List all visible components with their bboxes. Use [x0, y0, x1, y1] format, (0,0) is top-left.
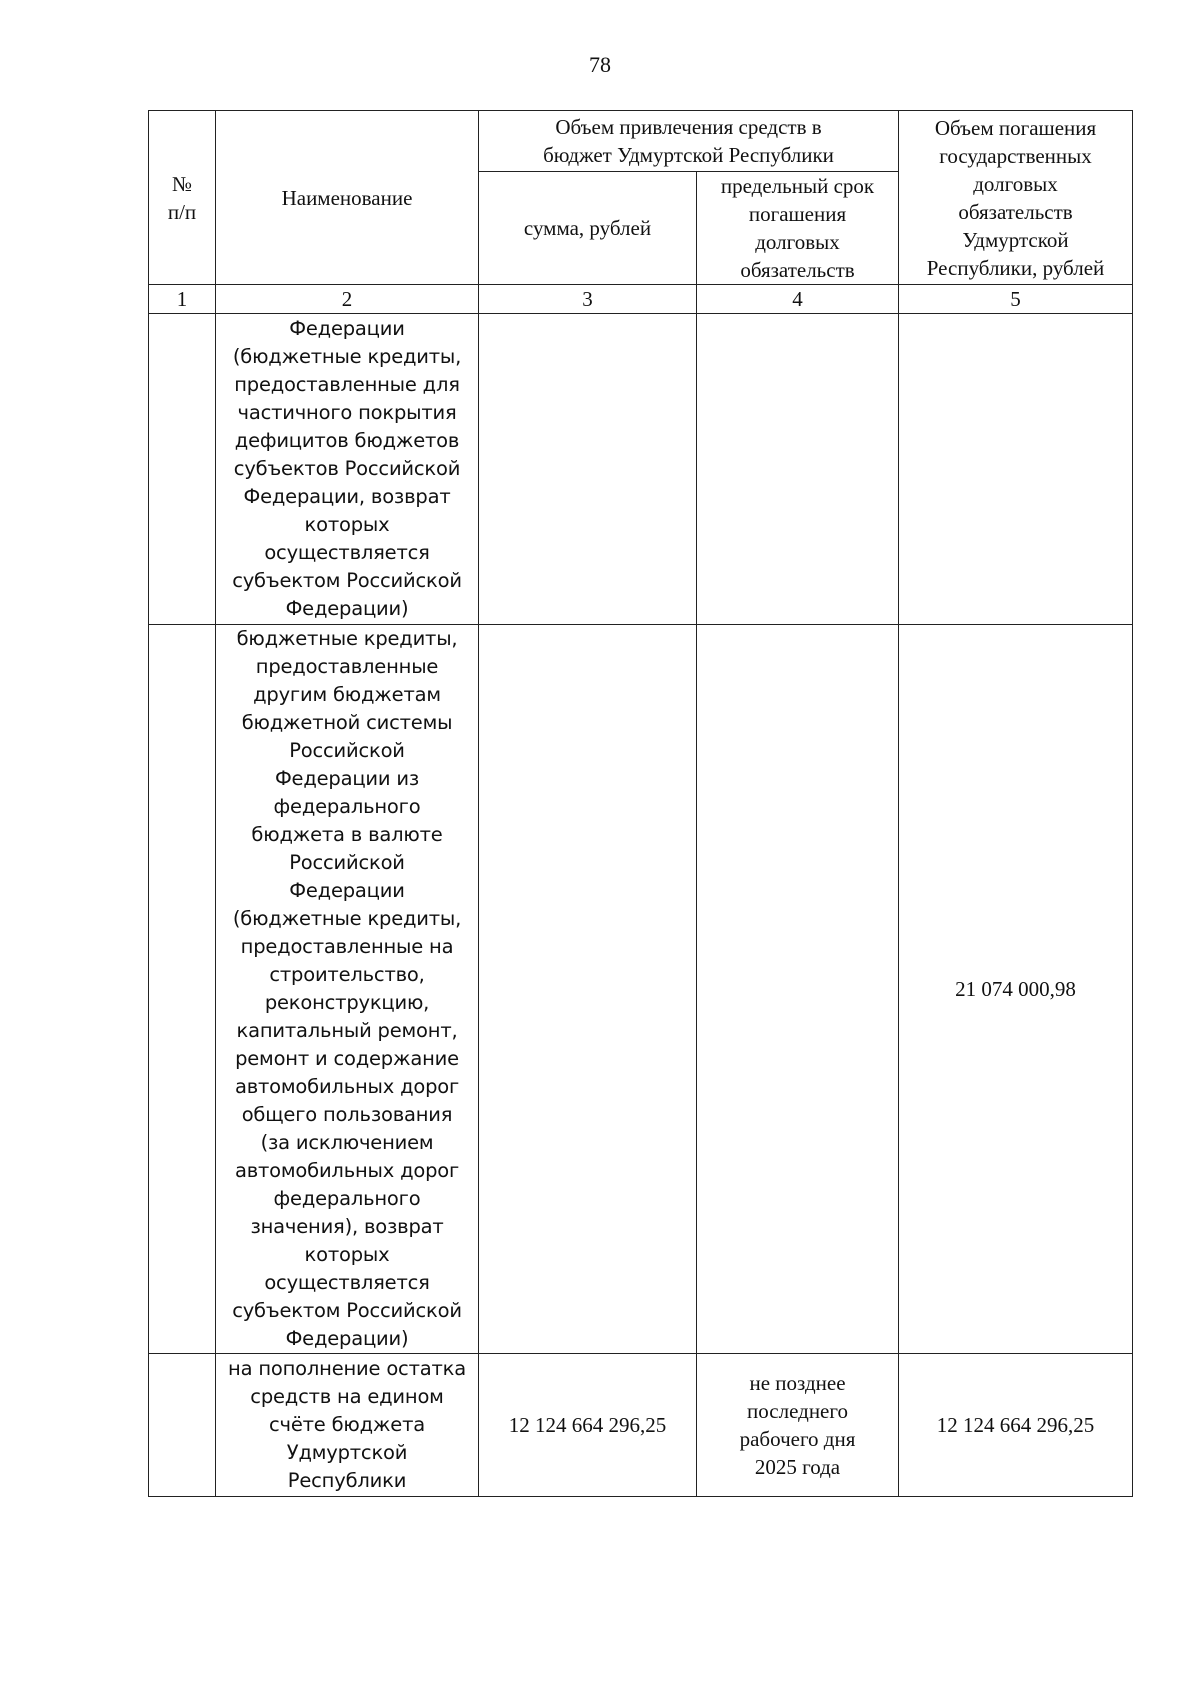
row-term-cell — [697, 625, 899, 1354]
header-col-number: № п/п — [149, 111, 216, 285]
table-row — [149, 314, 1133, 625]
row-term-cell: не позднее последнего рабочего дня 2025 года — [697, 1354, 899, 1497]
header-col-term: предельный срок погашения долговых обязательств — [697, 172, 899, 285]
column-number-1: 1 — [149, 285, 216, 314]
row-number-cell — [149, 625, 216, 1354]
row-name-cell: на пополнение остатка средств на едином счёте бюджета Удмуртской Республики — [216, 1354, 479, 1497]
budget-table — [148, 110, 1133, 1497]
row-name-cell: бюджетные кредиты, предоставленные другим бюджетам бюджетной системы Российской Федерации из федерального бюджета в валюте Российской Федерации (бюджетные кредиты, предоставленные на строительство, реконструкцию, капитальный ремонт, ремонт и содержание автомобильных дорог общего пользования (за исключением автомобильных дорог федерального значения), возврат которых осуществляется субъектом Российской Федерации) — [216, 625, 479, 1354]
column-number-row — [149, 285, 1133, 314]
header-col-attraction-group: Объем привлечения средств в бюджет Удмуртской Республики — [479, 111, 899, 172]
row-term-cell — [697, 314, 899, 625]
table-row — [149, 1354, 1133, 1497]
header-col-sum: сумма, рублей — [479, 172, 697, 285]
row-number-cell — [149, 1354, 216, 1497]
row-repay-cell — [899, 314, 1133, 625]
row-sum-cell: 12 124 664 296,25 — [479, 1354, 697, 1497]
header-row-top — [149, 111, 1133, 172]
page-number: 78 — [589, 52, 611, 77]
table-row — [149, 625, 1133, 1354]
column-number-2: 2 — [216, 285, 479, 314]
row-number-cell — [149, 314, 216, 625]
column-number-4: 4 — [697, 285, 899, 314]
column-number-5: 5 — [899, 285, 1133, 314]
row-repay-cell: 12 124 664 296,25 — [899, 1354, 1133, 1497]
column-number-3: 3 — [479, 285, 697, 314]
header-col-repayment: Объем погашения государственных долговых обязательств Удмуртской Республики, рублей — [899, 111, 1133, 285]
row-sum-cell — [479, 314, 697, 625]
row-sum-cell — [479, 625, 697, 1354]
row-name-cell: Федерации (бюджетные кредиты, предоставленные для частичного покрытия дефицитов бюджетов субъектов Российской Федерации, возврат которых осуществляется субъектом Российской Федерации) — [216, 314, 479, 625]
row-repay-cell: 21 074 000,98 — [899, 625, 1133, 1354]
header-col-name: Наименование — [216, 111, 479, 285]
